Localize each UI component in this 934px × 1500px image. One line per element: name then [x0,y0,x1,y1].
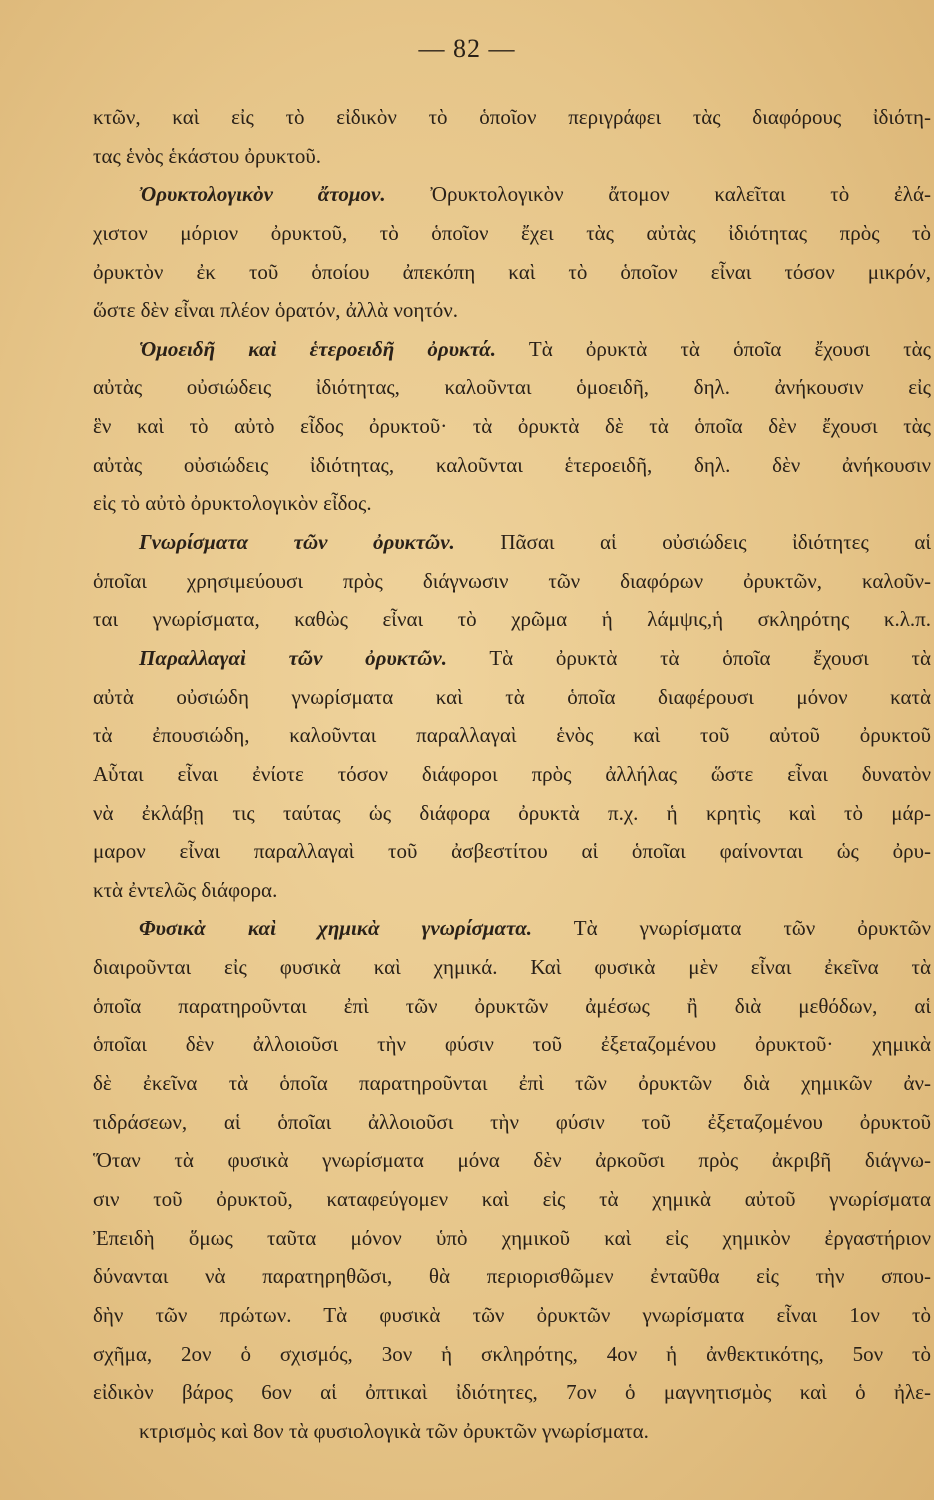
text-line [93,1335,931,1374]
line-text: ὁποῖαι χρησιμεύουσι πρὸς διάγνωσιν τῶν διαφόρων ὀρυκτῶν, καλοῦν- [93,568,931,593]
section-heading: Παραλλαγαὶ τῶν ὀρυκτῶν. [139,645,447,670]
section-heading-line [93,175,931,214]
text-line [93,1025,931,1064]
section-heading: Ὁμοειδῆ καὶ ἑτεροειδῆ ὀρυκτά. [139,336,497,361]
line-text: εἰς τὸ αὐτὸ ὀρυκτολογικὸν εἶδος. [93,491,372,516]
line-text: χιστον μόριον ὀρυκτοῦ, τὸ ὁποῖον ἔχει τὰς αὐτὰς ἰδιότητας πρὸς τὸ [93,220,931,245]
line-text: δὲ ἐκεῖνα τὰ ὁποῖα παρατηροῦνται ἐπὶ τῶν ὀρυκτῶν διὰ χημικῶν ἀν- [93,1071,931,1096]
text-line [93,1103,931,1142]
line-text: κτὰ ἐντελῶς διάφορα. [93,877,278,902]
text-line [93,253,931,292]
line-text: τας ἑνὸς ἑκάστου ὀρυκτοῦ. [93,143,322,168]
line-text: αὐτὰ οὐσιώδη γνωρίσματα καὶ τὰ ὁποῖα διαφέρουσι μόνον κατὰ [93,684,931,709]
text-line [93,794,931,833]
section-heading: Γνωρίσματα τῶν ὀρυκτῶν. [139,530,455,555]
text-line [93,484,931,523]
line-text: ὥστε δὲν εἶναι πλέον ὁρατόν, ἀλλὰ νοητόν. [93,298,459,323]
line-text: κτρισμὸς καὶ 8ον τὰ φυσιολογικὰ τῶν ὀρυκτῶν γνωρίσματα. [139,1418,649,1443]
body-text [93,98,931,1450]
text-line [93,291,931,330]
line-text: διαιροῦνται εἰς φυσικὰ καὶ χημικά. Καὶ φυσικὰ μὲν εἶναι ἐκεῖνα τὰ [93,955,931,980]
text-line [93,832,931,871]
line-text: ἓν καὶ τὸ αὐτὸ εἶδος ὀρυκτοῦ· τὰ ὀρυκτὰ δὲ τὰ ὁποῖα δὲν ἔχουσι τὰς [93,414,931,439]
text-line [93,755,931,794]
text-line [93,137,931,176]
text-line [93,948,931,987]
line-text: σιν τοῦ ὀρυκτοῦ, καταφεύγομεν καὶ εἰς τὰ χημικὰ αὐτοῦ γνωρίσματα [93,1186,931,1211]
line-text: ὁποῖαι δὲν ἀλλοιοῦσι τὴν φύσιν τοῦ ἐξεταζομένου ὀρυκτοῦ· χημικὰ [93,1032,931,1057]
text-line [93,1180,931,1219]
text-line [93,600,931,639]
text-line [93,98,931,137]
text-line [93,1219,931,1258]
text-line [93,562,931,601]
line-text: σχῆμα, 2ον ὁ σχισμός, 3ον ἡ σκληρότης, 4ον ἡ ἀνθεκτικότης, 5ον τὸ [93,1341,931,1366]
line-text: τὰ ἐπουσιώδη, καλοῦνται παραλλαγαὶ ἑνὸς καὶ τοῦ αὐτοῦ ὀρυκτοῦ [93,723,931,748]
text-line [93,871,931,910]
line-text: Ὀρυκτολογικὸν ἄτομον καλεῖται τὸ ἐλά- [430,182,931,207]
line-text: αὐτὰς οὐσιώδεις ἰδιότητας, καλοῦνται ἑτεροειδῆ, δηλ. δὲν ἀνήκουσιν [93,452,931,477]
line-text: Τὰ ὀρυκτὰ τὰ ὁποῖα ἔχουσι τὰ [489,645,931,670]
text-line [93,1064,931,1103]
line-text: Αὗται εἶναι ἐνίοτε τόσον διάφοροι πρὸς ἀλλήλας ὥστε εἶναι δυνατὸν [93,761,931,786]
line-text: ται γνωρίσματα, καθὼς εἶναι τὸ χρῶμα ἡ λάμψις,ἡ σκληρότης κ.λ.π. [93,607,931,632]
text-line [93,987,931,1026]
line-text: νὰ ἐκλάβῃ τις ταύτας ὡς διάφορα ὀρυκτὰ π.χ. ἡ κρητὶς καὶ τὸ μάρ- [93,800,931,825]
line-text: δὴν τῶν πρώτων. Τὰ φυσικὰ τῶν ὀρυκτῶν γνωρίσματα εἶναι 1ον τὸ [93,1302,931,1327]
line-text: Πᾶσαι αἱ οὐσιώδεις ἰδιότητες αἱ [500,530,931,555]
section-heading: Φυσικὰ καὶ χημικὰ γνωρίσματα. [139,916,533,941]
section-heading-line [93,639,931,678]
line-text: Ἐπειδὴ ὅμως ταῦτα μόνον ὑπὸ χημικοῦ καὶ εἰς χημικὸν ἐργαστήριον [93,1225,931,1250]
text-line [93,368,931,407]
line-text: Τὰ γνωρίσματα τῶν ὀρυκτῶν [573,916,931,941]
text-line [93,446,931,485]
text-line [93,1412,931,1451]
text-line [93,1296,931,1335]
line-text: εἰδικὸν βάρος 6ον αἱ ὀπτικαὶ ἰδιότητες, 7ον ὁ μαγνητισμὸς καὶ ὁ ἠλε- [93,1380,931,1405]
text-line [93,214,931,253]
line-text: τιδράσεων, αἱ ὁποῖαι ἀλλοιοῦσι τὴν φύσιν τοῦ ἐξεταζομένου ὀρυκτοῦ [93,1109,931,1134]
line-text: Ὅταν τὰ φυσικὰ γνωρίσματα μόνα δὲν ἀρκοῦσι πρὸς ἀκριβῆ διάγνω- [93,1148,931,1173]
section-heading-line [93,330,931,369]
text-line [93,407,931,446]
section-heading-line [93,523,931,562]
text-line [93,716,931,755]
line-text: κτῶν, καὶ εἰς τὸ εἰδικὸν τὸ ὁποῖον περιγράφει τὰς διαφόρους ἰδιότη- [93,105,931,129]
text-line [93,678,931,717]
line-text: Τὰ ὀρυκτὰ τὰ ὁποῖα ἔχουσι τὰς [528,336,931,361]
section-heading-line [93,909,931,948]
line-text: μαρον εἶναι παραλλαγαὶ τοῦ ἀσβεστίτου αἱ ὁποῖαι φαίνονται ὡς ὀρυ- [93,839,931,864]
line-text: δύνανται νὰ παρατηρηθῶσι, θὰ περιορισθῶμεν ἐνταῦθα εἰς τὴν σπου- [93,1264,931,1289]
line-text: ὀρυκτὸν ἐκ τοῦ ὁποίου ἀπεκόπη καὶ τὸ ὁποῖον εἶναι τόσον μικρόν, [93,259,931,284]
page-number: — 82 — [418,34,516,63]
text-line [93,1257,931,1296]
section-heading: Ὀρυκτολογικὸν ἄτομον. [139,182,386,207]
line-text: αὐτὰς οὐσιώδεις ἰδιότητας, καλοῦνται ὁμοειδῆ, δηλ. ἀνήκουσιν εἰς [93,375,931,400]
line-text: ὁποῖα παρατηροῦνται ἐπὶ τῶν ὀρυκτῶν ἀμέσως ἢ διὰ μεθόδων, αἱ [93,993,931,1018]
text-line [93,1141,931,1180]
text-line [93,1373,931,1412]
